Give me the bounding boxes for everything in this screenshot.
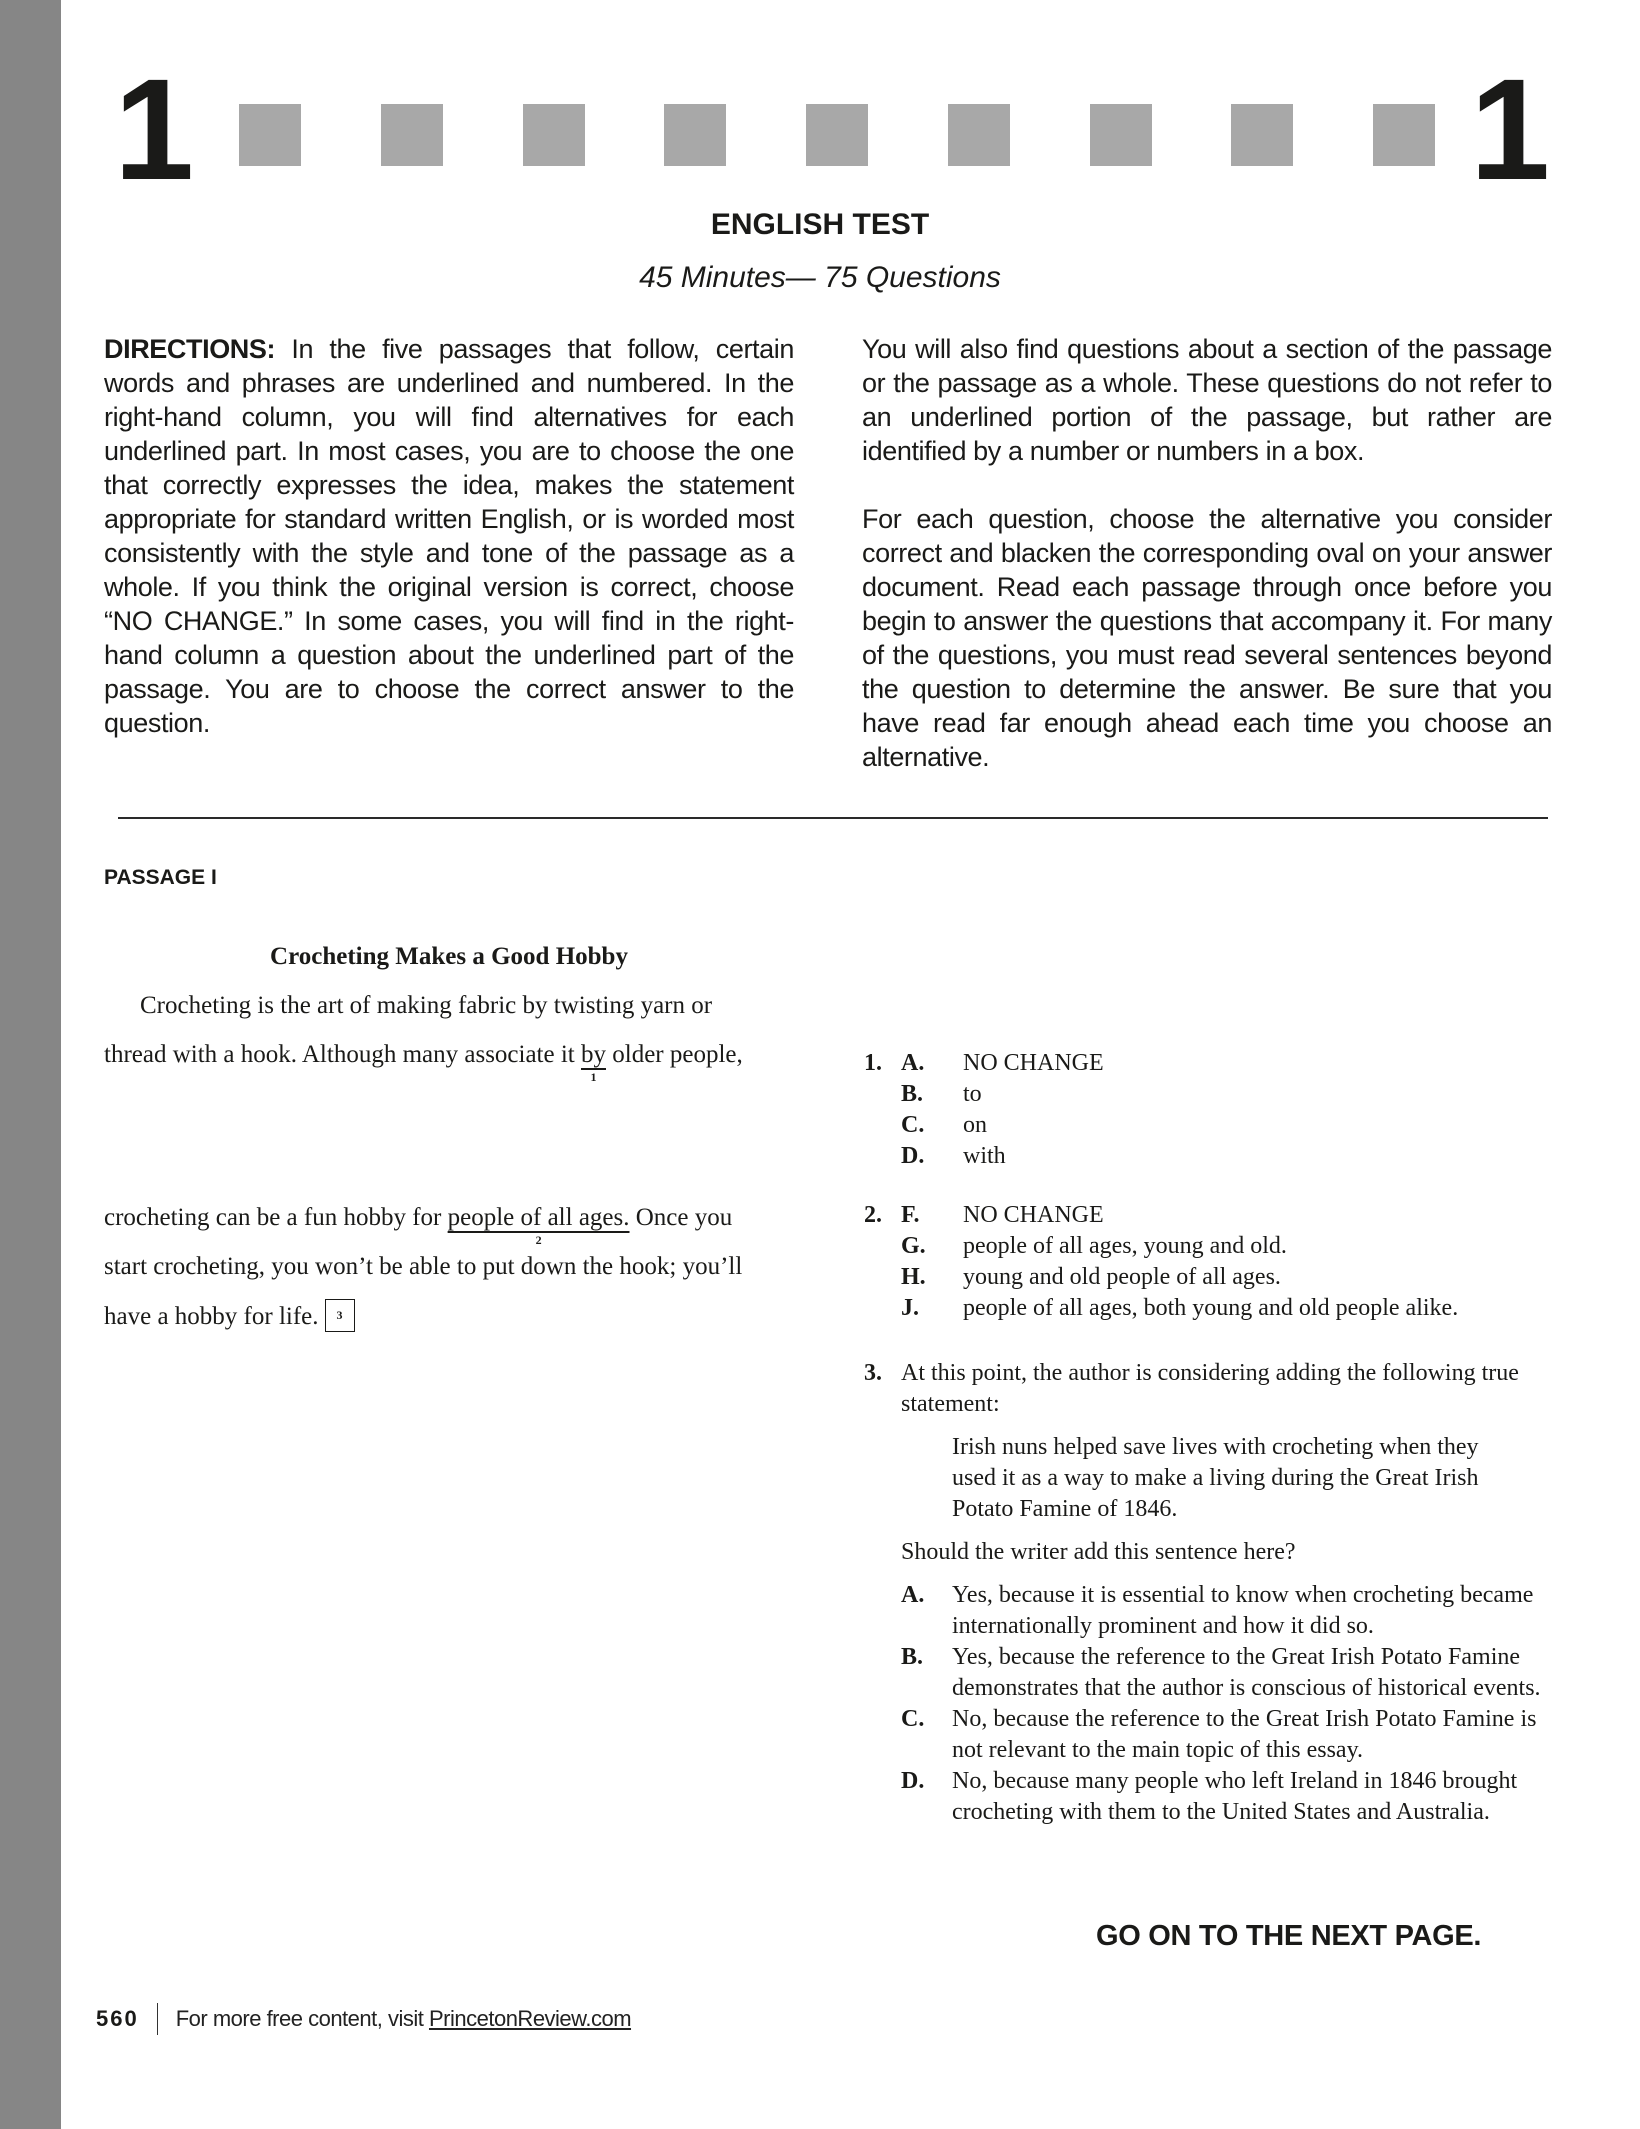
answer-option[interactable]: H. young and old people of all ages. [901,1264,1281,1290]
answer-option[interactable]: A. NO CHANGE [901,1050,1104,1076]
answer-option[interactable]: B. to [901,1081,982,1107]
passage-line: have a hobby for life. 3 [104,1302,355,1335]
page-edge-bar [0,0,61,2129]
answer-option[interactable]: D. No, because many people who left Ireland in 1846 brought crocheting with them to the United States and Australia. [901,1768,1518,1825]
answer-option[interactable]: B. Yes, because the reference to the Great Irish Potato Famine demonstrates that the author is conscious of historical events. [901,1644,1541,1701]
answer-option[interactable]: A. Yes, because it is essential to know when crocheting became internationally prominent and how it did so. [901,1582,1534,1639]
boxed-question-number-3[interactable]: 3 [325,1299,355,1332]
header-square [1231,104,1293,166]
header-square [1090,104,1152,166]
question-2 [864,1200,1554,1324]
directions-column-2 [862,332,1552,808]
passage-line: Crocheting is the art of making fabric by twisting yarn or [140,992,713,1019]
question-number: 2. [864,1202,882,1228]
directions-label: DIRECTIONS: [104,334,276,364]
passage-title: Crocheting Makes a Good Hobby [270,943,628,970]
question-3 [864,1358,1554,1828]
footer-divider [157,2003,158,2035]
underlined-portion-2[interactable]: people of all ages. 2 [447,1204,630,1247]
directions-column-1 [104,332,794,774]
page-footer [96,2003,631,2035]
directions-text-1: In the five passages that follow, certain words and phrases are underlined and numbered. In the right-hand column, you will find alternatives for each underlined part. In most cases, you are to choose the one that correctly expresses the idea, makes the statement appropriate for standard written English, or is worded most consistently with the style and tone of the passage as a whole. If you think the original version is correct, choose “NO CHANGE.” In some cases, you will find in the right-hand column a question about the underlined part of the passage. You are to choose the correct answer to the question. [104,334,794,738]
question-number: 1. [864,1050,882,1076]
header-square [1373,104,1435,166]
section-number-right: 1 [1470,49,1547,210]
section-number-left: 1 [114,49,191,210]
header-square [806,104,868,166]
question-number: 3. [864,1360,882,1386]
passage-line: crocheting can be a fun hobby for people of all ages. 2 Once you [104,1204,733,1247]
header-square [239,104,301,166]
header-square [664,104,726,166]
test-subtitle: 45 Minutes— 75 Questions [639,261,1001,294]
page-number: 560 [96,2006,139,2031]
header-square [948,104,1010,166]
answer-option[interactable]: C. No, because the reference to the Great Irish Potato Famine is not relevant to the main topic of this essay. [901,1706,1537,1763]
directions-text-2: You will also find questions about a section of the passage or the passage as a whole. These questions do not refer to an underlined portion of the passage, but rather are identified by a number or numbers in a box. [862,334,1552,466]
header-square [523,104,585,166]
promo-text: For more free content, visit PrincetonReview.com [175,2006,632,2031]
answer-option[interactable]: J. people of all ages, both young and old people alike. [901,1295,1459,1321]
directions-text-3: For each question, choose the alternative you consider correct and blacken the corresponding oval on your answer document. Read each passage through once before you begin to answer the questions that accompany it. For many of the questions, you must read several sentences beyond the question to determine the answer. Be sure that you have read far enough ahead each time you choose an alternative. [862,504,1552,772]
test-title: ENGLISH TEST [710,208,930,241]
princeton-review-link[interactable]: PrincetonReview.com [428,2006,632,2031]
answer-option[interactable]: D. with [901,1143,1006,1169]
question-1 [864,1048,1554,1172]
question-stem: At this point, the author is considering adding the following true statement: [901,1360,1519,1417]
proposed-sentence: Irish nuns helped save lives with crocheting when they used it as a way to make a living during the Great Irish Potato Famine of 1846. [952,1434,1479,1522]
go-on-next-page: GO ON TO THE NEXT PAGE. [1096,1920,1482,1952]
underlined-portion-1[interactable]: by 1 [581,1041,606,1084]
passage-label: PASSAGE I [104,866,217,889]
header-square [381,104,443,166]
underline-number-1: 1 [590,1070,597,1084]
answer-option[interactable]: C. on [901,1112,987,1138]
answer-option[interactable]: F. NO CHANGE [901,1202,1104,1228]
underline-number-2: 2 [535,1233,542,1247]
passage-line: start crocheting, you won’t be able to put down the hook; you’ll [104,1253,743,1280]
answer-option[interactable]: G. people of all ages, young and old. [901,1233,1287,1259]
section-divider [118,817,1548,819]
question-prompt: Should the writer add this sentence here? [901,1539,1296,1565]
passage-line: thread with a hook. Although many associate it by 1 older people, [104,1041,743,1084]
